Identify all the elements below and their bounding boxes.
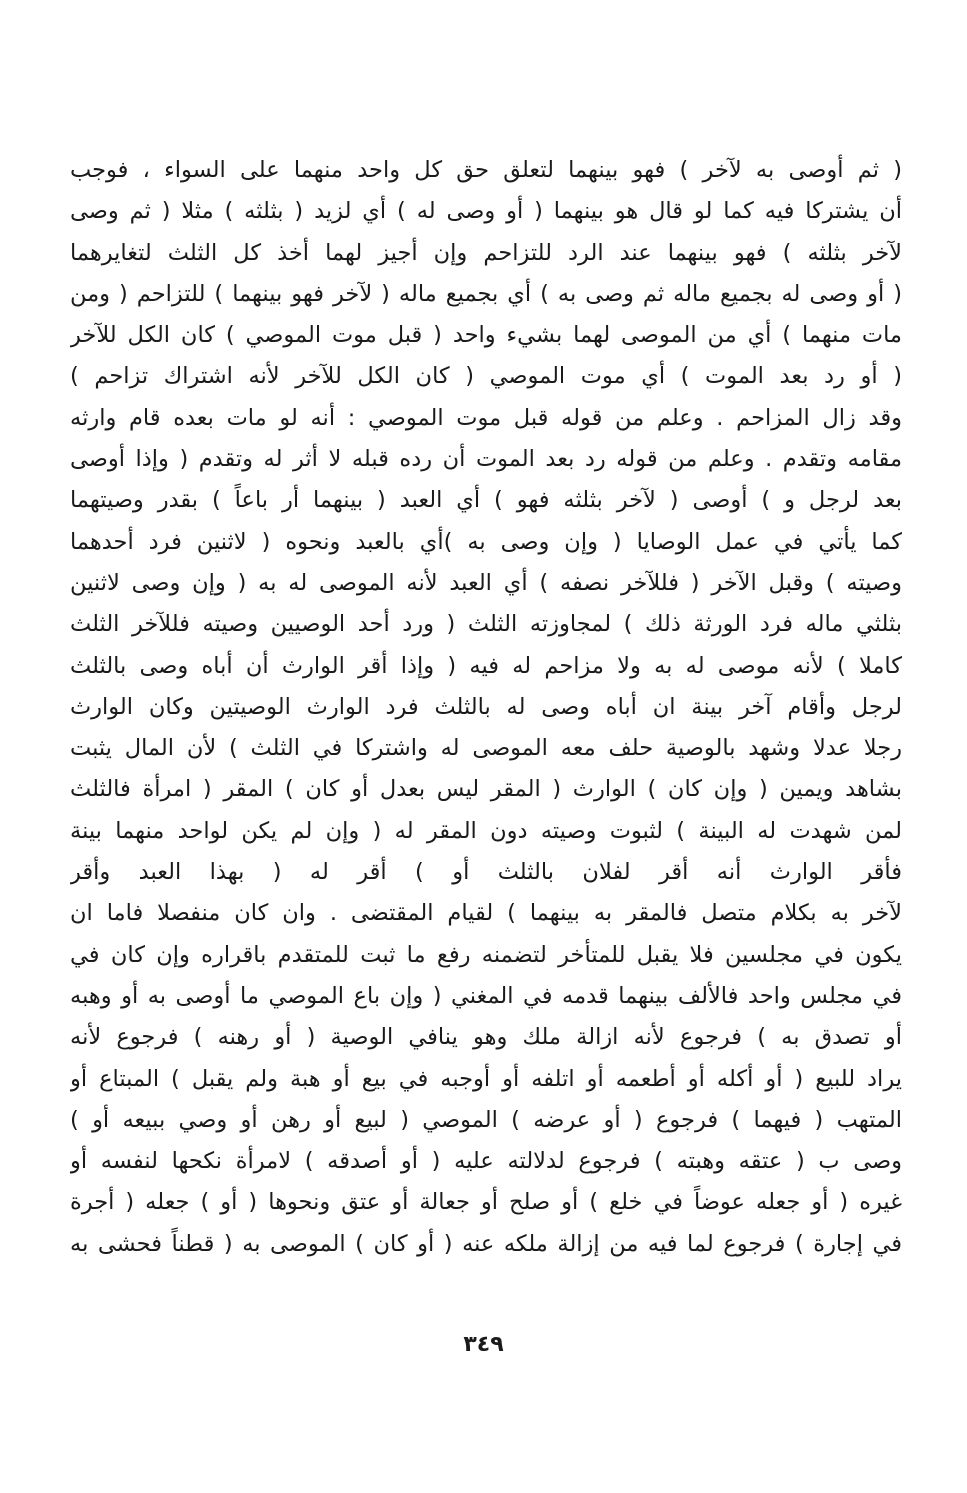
page-number: ٣٤٩ bbox=[463, 1332, 504, 1357]
text-line: وصى ب ( عتقه وهبته ) فرجوع لدلالته عليه ( أو أصدقه ) لامرأة نكحها لنفسه أو bbox=[70, 1148, 902, 1175]
text-line: بشاهد ويمين ( وإن كان ) الوارث ( المقر ليس بعدل أو كان ) المقر ( امرأة فالثلث bbox=[70, 776, 902, 803]
text-line: مقامه وتقدم . وعلم من قوله رد بعد الموت أن رده قبله لا أثر له وتقدم ( وإذا أوصى bbox=[70, 446, 902, 473]
text-line: بثلثي ماله فرد الورثة ذلك ) لمجاوزته الثلث ( ورد أحد الوصيين وصيته فللآخر الثلث bbox=[70, 611, 902, 638]
body-text bbox=[70, 150, 902, 1265]
text-line: ( أو رد بعد الموت ) أي موت الموصي ( كان الكل للآخر لأنه اشتراك تزاحم ) bbox=[70, 363, 902, 390]
text-line: المتهب ( فيهما ) فرجوع ( أو عرضه ) الموصي ( لبيع أو رهن أو وصي ببيعه أو ) bbox=[70, 1106, 902, 1133]
text-line: فأقر الوارث أنه أقر لفلان بالثلث أو ) أقر له ( بهذا العبد وأقر bbox=[70, 859, 902, 886]
text-line: أن يشتركا فيه كما لو قال هو بينهما ( أو وصى له ) أي لزيد ( بثلثه ) مثلا ( ثم وصى bbox=[70, 198, 902, 225]
text-line: يراد للبيع ( أو أكله أو أطعمه أو اتلفه أو أوجبه في بيع أو هبة ولم يقبل ) المبتاع أو bbox=[70, 1065, 902, 1092]
text-line: وصيته ) وقبل الآخر ( فللآخر نصفه ) أي العبد لأنه الموصى له به ( وإن وصى لاثنين bbox=[70, 569, 902, 596]
text-line: لآخر به بكلام متصل فالمقر به بينهما ) لقيام المقتضى . وان كان منفصلا فاما ان bbox=[70, 900, 902, 927]
text-line: غيره ( أو جعله عوضاً في خلع ) أو صلح أو جعالة أو عتق ونحوها ( أو ) جعله ( أجرة bbox=[70, 1189, 902, 1216]
text-line: ( أو وصى له بجميع ماله ثم وصى به ) أي بجميع ماله ( لآخر فهو بينهما ) للتزاحم ( ومن bbox=[70, 280, 902, 307]
text-line: وقد زال المزاحم . وعلم من قوله قبل موت الموصي : أنه لو مات بعده قام وارثه bbox=[70, 404, 902, 431]
text-line: رجلا عدلا وشهد بالوصية حلف معه الموصى له واشتركا في الثلث ) لأن المال يثبت bbox=[70, 735, 902, 762]
text-line: لآخر بثلثه ) فهو بينهما عند الرد للتزاحم وإن أجيز لهما أخذ كل الثلث لتغايرهما bbox=[70, 239, 902, 266]
text-line: لرجل وأقام آخر بينة ان أباه وصى له بالثلث فرد الوارث الوصيتين وكان الوارث bbox=[70, 693, 902, 720]
text-line: يكون في مجلسين فلا يقبل للمتأخر لتضمنه رفع ما ثبت للمتقدم باقراره وإن كان في bbox=[70, 941, 902, 968]
text-line: أو تصدق به ) فرجوع لأنه ازالة ملك وهو ينافي الوصية ( أو رهنه ) فرجوع لأنه bbox=[70, 1024, 902, 1051]
text-line: مات منهما ) أي من الموصى لهما بشيء واحد ( قبل موت الموصي ) كان الكل للآخر bbox=[70, 322, 902, 349]
text-line: في مجلس واحد فالألف بينهما قدمه في المغني ( وإن باع الموصي ما أوصى به أو وهبه bbox=[70, 982, 902, 1009]
text-line: لمن شهدت له البينة ) لثبوت وصيته دون المقر له ( وإن لم يكن لواحد منهما بينة bbox=[70, 817, 902, 844]
text-line: ( ثم أوصى به لآخر ) فهو بينهما لتعلق حق كل واحد منهما على السواء ، فوجب bbox=[70, 157, 902, 183]
text-line: بعد لرجل و ) أوصى ( لآخر بثلثه فهو ) أي العبد ( بينهما أر باعاً ) بقدر وصيتهما bbox=[70, 487, 902, 514]
text-line: في إجارة ) فرجوع لما فيه من إزالة ملكه عنه ( أو كان ) الموصى به ( قطناً فحشى به bbox=[70, 1230, 902, 1257]
text-line: كما يأتي في عمل الوصايا ( وإن وصى به )أي بالعبد ونحوه ( لاثنين فرد أحدهما bbox=[70, 528, 902, 555]
text-line: كاملا ) لأنه موصى له به ولا مزاحم له فيه ( وإذا أقر الوارث أن أباه وصى بالثلث bbox=[70, 652, 902, 679]
